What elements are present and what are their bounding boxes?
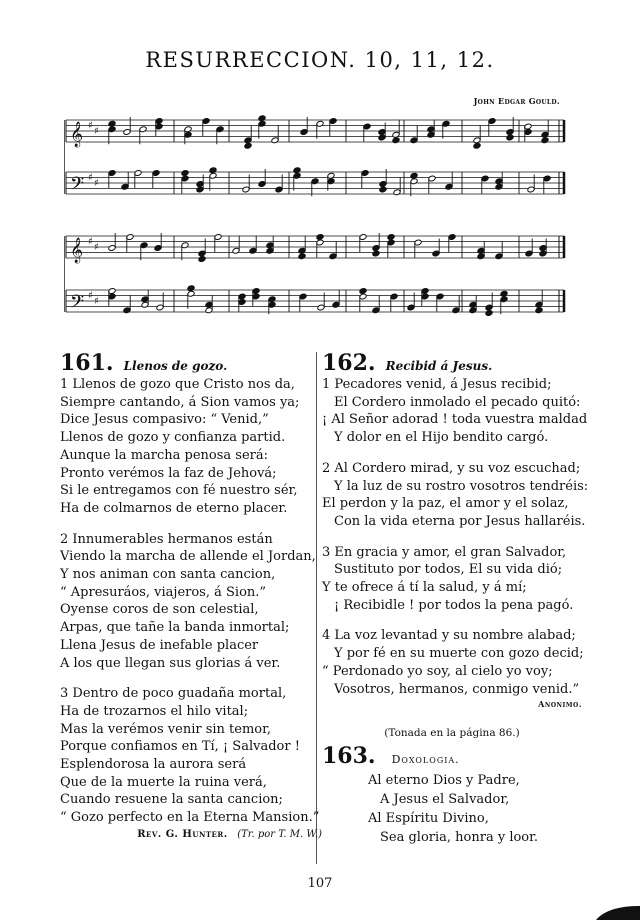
hymn-number: 163. bbox=[322, 743, 376, 770]
svg-text:♯: ♯ bbox=[88, 120, 93, 132]
doxology bbox=[322, 771, 582, 847]
lyric-line: Cuando resuene la santa cancion; bbox=[60, 792, 283, 808]
lyric-line: 1 Pecadores venid, á Jesus recibid; bbox=[322, 377, 552, 392]
svg-text:𝄞: 𝄞 bbox=[70, 122, 84, 147]
hymn-title: Llenos de gozo. bbox=[123, 359, 228, 373]
lyric-line: 2 Innumerables hermanos están bbox=[60, 531, 273, 547]
music-score bbox=[64, 112, 576, 338]
lyric-line: Si le entregamos con fé nuestro sér, bbox=[60, 483, 298, 499]
lyric-line: A los que llegan sus glorias á ver. bbox=[60, 655, 281, 671]
lyric-line: El perdon y la paz, el amor y el solaz, bbox=[322, 496, 569, 512]
lyric-line: Mas la verémos venir sin temor, bbox=[60, 721, 272, 737]
lyric-line: Pronto verémos la faz de Jehová; bbox=[60, 465, 277, 481]
lyric-line: Llenos de gozo y confianza partid. bbox=[60, 430, 286, 446]
page-corner-mark bbox=[596, 906, 640, 920]
lyric-line: 1 Llenos de gozo que Cristo nos da, bbox=[60, 377, 295, 392]
svg-text:♯: ♯ bbox=[94, 126, 99, 137]
page-number: 107 bbox=[307, 876, 333, 891]
page-title: RESURRECCION. 10, 11, 12. bbox=[145, 48, 495, 72]
lyric-line: Aunque la marcha penosa será: bbox=[60, 447, 268, 463]
lyric-line: Dice Jesus compasivo: “ Venid,” bbox=[60, 412, 269, 428]
lyric-line: Con la vida eterna por Jesus hallaréis. bbox=[334, 513, 586, 529]
svg-text:𝄢: 𝄢 bbox=[70, 174, 85, 199]
svg-text:♯: ♯ bbox=[94, 242, 99, 253]
lyric-line: Y te ofrece á tí la salud, y á mí; bbox=[322, 580, 527, 596]
verse-4 bbox=[322, 627, 582, 698]
translator-credit: (Tr. por T. M. W.) bbox=[237, 828, 322, 840]
author-credit: Anonimo. bbox=[538, 699, 582, 710]
verse-2 bbox=[60, 531, 322, 673]
hymn-162 bbox=[322, 350, 589, 847]
hymn-title: Doxologia. bbox=[391, 753, 460, 767]
verse-3 bbox=[60, 685, 322, 827]
tune-reference: (Tonada en la página 86.) bbox=[384, 727, 520, 740]
lyric-line: Ha de colmarnos de eterno placer. bbox=[60, 500, 288, 516]
hymn-161 bbox=[60, 350, 322, 840]
lyric-line: Esplendorosa la aurora será bbox=[60, 757, 247, 773]
verse-1 bbox=[322, 376, 588, 447]
lyric-line: Y dolor en el Hijo bendito cargó. bbox=[334, 430, 549, 446]
lyric-line: Al eterno Dios y Padre, bbox=[368, 773, 520, 789]
lyric-line: Y la luz de su rostro vosotros tendréis: bbox=[334, 478, 589, 494]
lyric-line: Siempre cantando, á Sion vamos ya; bbox=[60, 394, 300, 410]
svg-text:𝄢: 𝄢 bbox=[70, 292, 85, 317]
svg-text:𝄞: 𝄞 bbox=[70, 238, 84, 263]
hymn-163-header bbox=[322, 743, 582, 771]
author-name: Rev. G. Hunter. bbox=[137, 828, 228, 840]
svg-text:♯: ♯ bbox=[88, 290, 93, 302]
lyric-line: A Jesus el Salvador, bbox=[380, 792, 510, 808]
lyric-line: Oyense coros de son celestial, bbox=[60, 602, 259, 618]
lyric-line: Que de la muerte la ruina verá, bbox=[60, 774, 267, 790]
verse-1 bbox=[60, 376, 322, 518]
hymn-number: 162. bbox=[322, 350, 376, 376]
svg-text:♯: ♯ bbox=[94, 296, 99, 307]
lyric-line: “ Gozo perfecto en la Eterna Mansion.” bbox=[60, 810, 320, 826]
verse-3 bbox=[322, 544, 582, 615]
lyric-line: “ Perdonado yo soy, al cielo yo voy; bbox=[322, 663, 553, 679]
composer-credit: John Edgar Gould. bbox=[473, 96, 560, 106]
hymn-number: 161. bbox=[60, 350, 114, 376]
lyric-line: 4 La voz levantad y su nombre alabad; bbox=[322, 628, 576, 644]
lyric-line: Arpas, que tañe la banda inmortal; bbox=[60, 620, 290, 636]
lyric-line: Vosotros, hermanos, conmigo venid.” bbox=[334, 681, 580, 697]
lyric-line: 3 En gracia y amor, el gran Salvador, bbox=[322, 544, 567, 560]
lyric-line: Llena Jesus de inefable placer bbox=[60, 637, 259, 653]
svg-text:♯: ♯ bbox=[88, 172, 93, 184]
lyric-line: ¡ Recibidle ! por todos la pena pagó. bbox=[334, 597, 574, 613]
lyric-line: Ha de trozarnos el hilo vital; bbox=[60, 703, 249, 719]
lyric-line: El Cordero inmolado el pecado quitó: bbox=[334, 394, 581, 410]
svg-text:♯: ♯ bbox=[88, 236, 93, 248]
hymn-title: Recibid á Jesus. bbox=[385, 359, 493, 373]
verse-2 bbox=[322, 460, 589, 531]
lyric-line: Al Espíritu Divino, bbox=[368, 811, 489, 827]
lyric-line: 3 Dentro de poco guadaña mortal, bbox=[60, 686, 287, 702]
lyric-line: Sea gloria, honra y loor. bbox=[380, 830, 539, 846]
lyric-line: Porque confiamos en Tí, ¡ Salvador ! bbox=[60, 739, 300, 755]
lyric-line: ¡ Al Señor adorad ! toda vuestra maldad bbox=[322, 412, 588, 428]
lyric-line: Y nos animan con santa cancion, bbox=[60, 567, 276, 583]
svg-text:♯: ♯ bbox=[94, 178, 99, 189]
lyric-line: Y por fé en su muerte con gozo decid; bbox=[334, 646, 584, 662]
lyric-line: “ Apresuráos, viajeros, á Sion.” bbox=[60, 584, 267, 600]
lyric-line: Sustituto por todos, El su vida dió; bbox=[334, 562, 563, 578]
lyric-line: 2 Al Cordero mirad, y su voz escuchad; bbox=[322, 460, 581, 476]
lyric-line: Viendo la marcha de allende el Jordan, bbox=[60, 549, 316, 565]
author-credit bbox=[60, 829, 322, 840]
